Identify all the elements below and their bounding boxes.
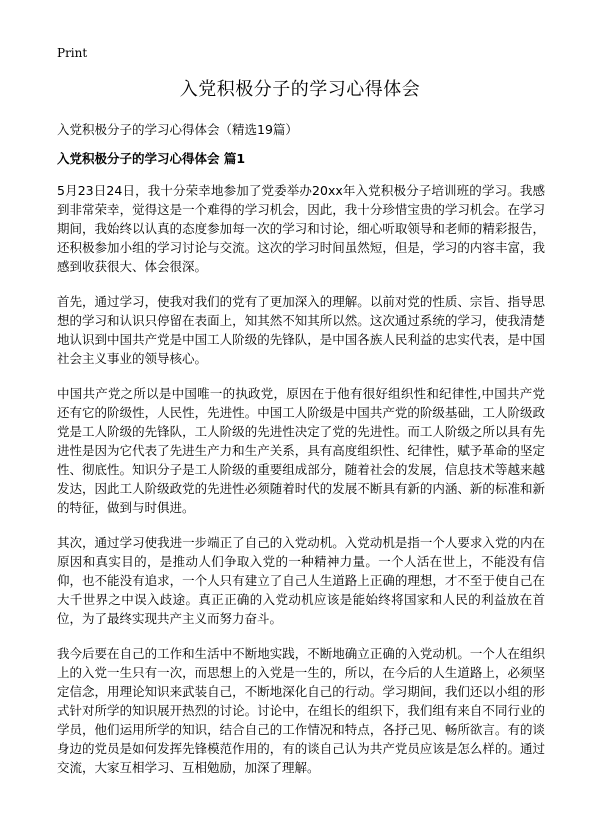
- document-subtitle: 入党积极分子的学习心得体会（精选19篇）: [57, 122, 298, 137]
- page-title: 入党积极分子的学习心得体会: [179, 79, 421, 100]
- paragraph-1: 5月23日24日，我十分荣幸地参加了党委举办20xx年入党积极分子培训班的学习。我感到非常荣幸，觉得这是一个难得的学习机会，因此，我十分珍惜宝贵的学习机会。在学习期间，我始终以认真的态度参加每一次的学习和讨论，细心听取领导和老师的精彩报告，还积极参加小组的学习讨论与交流。这次的学习时间虽然短，但是，学习的内容丰富，我感到收获很大、体会很深。: [57, 183, 545, 274]
- print-link[interactable]: Print: [57, 46, 88, 60]
- paragraph-5: 我今后要在自己的工作和生活中不断地实践，不断地确立正确的入党动机。一个人在组织上的入党一生只有一次，而思想上的入党是一生的，所以，在今后的人生道路上，必须坚定信念，用理论知识来武装自己，不断地深化自己的行动。学习期间，我们还以小组的形式针对所学的知识展开热烈的讨论。讨论中，在组长的组织下，我们组有来自不同行业的学员，他们运用所学的知识，结合自己的工作情况和特点，各抒己见、畅所欲言。有的谈身边的党员是如何发挥先锋模范作用的，有的谈自己认为共产党员应该是怎么样的。通过交流，大家互相学习、互相勉励，加深了理解。: [57, 646, 545, 775]
- section-heading: 入党积极分子的学习心得体会 篇1: [57, 151, 246, 166]
- paragraph-4: 其次，通过学习使我进一步端正了自己的入党动机。入党动机是指一个人要求入党的内在原因和真实目的，是推动人们争取入党的一种精神力量。一个人活在世上，不能没有信仰，也不能没有追求，一个人只有建立了自己人生道路上正确的理想，才不至于使自己在大千世界之中误入歧途。真正正确的入党动机应该是能始终将国家和人民的利益放在首位，为了最终实现共产主义而努力奋斗。: [57, 535, 545, 626]
- paragraph-2: 首先，通过学习，使我对我们的党有了更加深入的理解。以前对党的性质、宗旨、指导思想的学习和认识只停留在表面上，知其然不知其所以然。这次通过系统的学习，使我清楚地认识到中国共产党是中国工人阶级的先锋队，是中国各族人民利益的忠实代表，是中国社会主义事业的领导核心。: [57, 294, 545, 366]
- article-body: [57, 181, 545, 793]
- paragraph-3: 中国共产党之所以是中国唯一的执政党，原因在于他有很好组织性和纪律性,中国共产党还有它的阶级性，人民性，先进性。中国工人阶级是中国共产党的阶级基础，工人阶级政党是工人阶级的先锋队，工人阶级的先进性决定了党的先进性。而工人阶级之所以具有先进性是因为它代表了先进生产力和生产关系，具有高度组织性、纪律性，赋予革命的坚定性、彻底性。知识分子是工人阶级的重要组成部分，随着社会的发展，信息技术等越来越发达，因此工人阶级政党的先进性必须随着时代的发展不断具有新的内涵、新的标准和新的特征，做到与时俱进。: [57, 386, 545, 515]
